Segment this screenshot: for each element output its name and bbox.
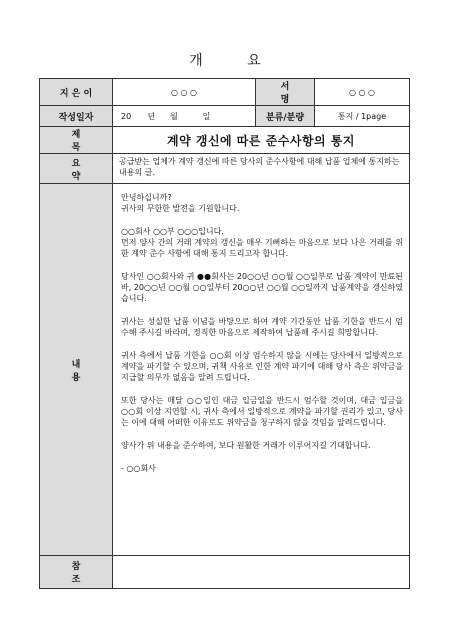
content-row	[40, 184, 410, 556]
page-title: 개 요	[189, 53, 281, 69]
document-overview-form	[39, 78, 410, 589]
subject-label: 제 목	[40, 127, 113, 154]
reference-row	[40, 556, 410, 589]
content-paragraph: 양사가 위 내용을 준수하여, 보다 원활한 거래가 이루어지길 기대합니다.	[121, 441, 371, 450]
category-label: 분류/분량	[256, 106, 315, 127]
category-value: 통지 / 1page	[315, 106, 410, 127]
date-value	[113, 106, 256, 127]
signature-value: ○ ○ ○	[315, 79, 410, 106]
signature-label: 서 명	[256, 79, 315, 106]
subject-row	[40, 127, 410, 154]
content-paragraph: 당사인 ○○회사와 귀 ●●회사는 20○○년 ○○월 ○○일부로 납품 계약이 만료된 바, 20○○년 ○○월 ○○일부터 20○○년 ○○월 ○○일까지 납품계약을 갱신하였습니다.	[121, 272, 403, 303]
content-body	[113, 184, 410, 556]
reference-label: 참 조	[40, 556, 113, 589]
date-year: 20	[121, 111, 132, 121]
content-paragraph: 안녕하십니까? 귀사의 무한한 발전을 기원합니다.	[121, 193, 240, 213]
content-label: 내 용	[40, 184, 113, 556]
summary-label: 요 약	[40, 154, 113, 184]
author-value: ○ ○ ○	[113, 79, 256, 106]
content-paragraph: 귀사 측에서 납품 기한을 ○○회 이상 엄수하지 않을 시에는 당사에서 일방적으로 계약을 파기할 수 있으며, 귀책 사유로 인한 계약 파기에 대해 당사 측은 위약금을 지급할 의무가 없음을 알려 드립니다.	[121, 351, 403, 382]
author-label: 지 은 이	[40, 79, 113, 106]
summary-value: 공급받는 업체가 계약 갱신에 따른 당사의 준수사항에 대해 납품 업체에 통지하는 내용의 글.	[113, 154, 410, 184]
summary-row	[40, 154, 410, 184]
content-paragraph: 귀사는 성실한 납품 이념을 바탕으로 하여 계약 기간동안 납품 기한을 반드시 엄수해 주시길 바라며, 정직한 마음으로 제작하여 납품해 주시길 희망합니다.	[121, 317, 403, 337]
content-paragraph: ○○회사 ○○부 ○○○입니다. 먼저 양사 간의 거래 계약의 갱신을 매우 기뻐하는 마음으로 보다 나은 거래를 위한 계약 준수 사항에 대해 통지 드리고자 합니다.	[121, 227, 403, 258]
date-label: 작성일자	[40, 106, 113, 127]
date-month-unit: 월	[170, 111, 178, 121]
reference-value	[113, 556, 410, 589]
content-paragraph: 또한 당사는 매달 ○○일인 대금 입금일을 반드시 엄수할 것이며, 대금 입금을 ○○회 이상 지연할 시, 귀사 측에서 일방적으로 계약을 파기할 권리가 있고, 당사는 이에 대해 어떠한 이유로도 위약금을 청구하지 않을 것임을 알려드립니다.	[121, 396, 403, 427]
date-day-unit: 일	[202, 111, 211, 121]
subject-value: 계약 갱신에 따른 준수사항의 통지	[113, 127, 410, 154]
date-year-unit: 년	[147, 111, 156, 121]
author-row	[40, 79, 410, 106]
content-closing: - ○○회사	[121, 464, 156, 473]
date-row	[40, 106, 410, 127]
